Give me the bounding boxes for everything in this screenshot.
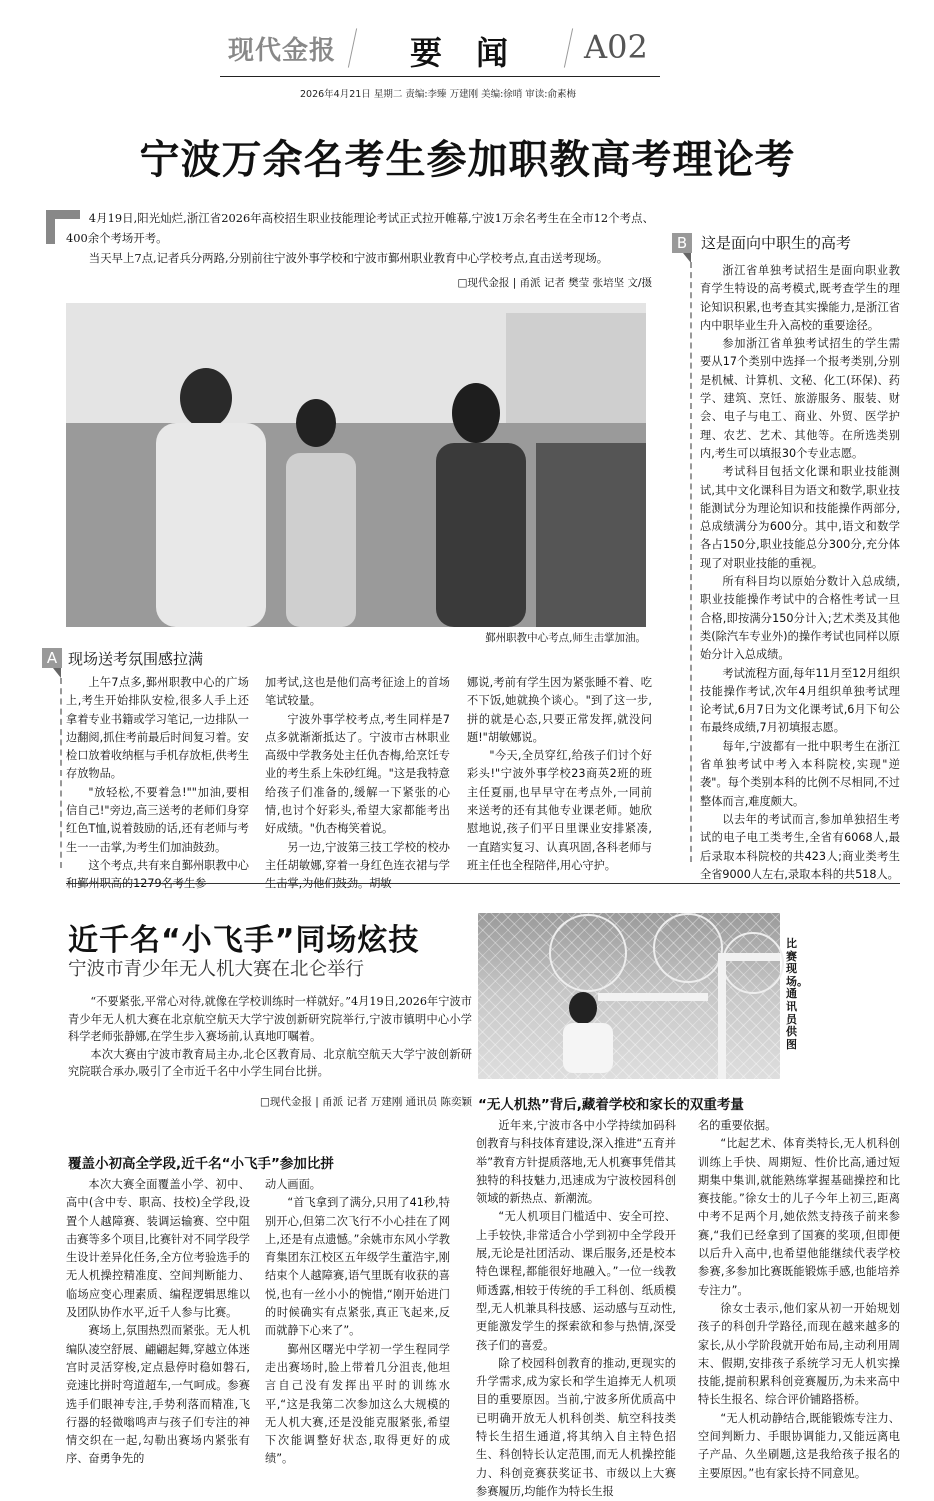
section-d-column-2 [698,1117,900,1483]
article2-lead [68,993,472,1081]
lead-paragraph: 本次大赛由宁波市教育局主办,北仑区教育局、北京航空航天大学宁波创新研究院联合承办,吸引了全市近千名中小学生同台比拼。 [68,1047,472,1079]
page-number: A02 [584,28,648,66]
paragraph: 每年,宁波都有一批中职考生在浙江省单独考试中考入本科院校,实现"逆袭"。每个类别本科的比例不尽相同,不过整体而言,难度颇大。 [700,739,900,808]
paragraph: 这个考点,共有来自鄞州职教中心 [88,858,249,872]
section-b-dashed-rule [690,262,692,862]
paragraph: 鄞州区曙光中学初一学生程同学走出赛场时,脸上带着几分沮丧,他坦言自己没有发挥出平时的训练水平,“这是我第二次参加这么大规模的无人机大赛,还是没能克服紧张,希望下次能调整好状态,取得更好的成绩”。 [265,1342,450,1466]
section-b-badge: B [672,233,692,253]
section-a-badge: A [42,648,62,668]
paragraph: “无人机项目门槛适中、安全可控、上手较快,非常适合小学到初中全学段开展,无论是社团活动、课后服务,还是校本特色课程,都能很好地融入。”一位一线教师透露,相较于传统的手工科创、纸质模型,无人机兼具科技感、运动感与互动性,更能激发学生的探索欲和参与热情,深受孩子们的喜爱。 [476,1210,676,1352]
section-name: 要闻 [410,34,543,72]
issue-meta: 2026年4月21日 星期二 责编:李臻 万建刚 美编:徐哨 审读:俞素梅 [300,89,577,100]
paragraph: 宁波外事学校考点,考生同样是7点多就渐渐抵达了。宁波市古林职业高级中学教务处主任仇杏梅,给烹饪专业的考生系上朱砂红绳。"这是我特意给孩子们准备的,缓解一下紧张的心情,也讨个好彩头,希望大家都能考出好成绩。"仇杏梅笑着说。 [265,712,450,836]
paragraph: 另一边,宁波第三技工学校的校办主任胡敏娜,穿着一身红色连衣裙与学 [265,840,450,872]
section-c-title: 覆盖小初高全学段,近千名“小飞手”参加比拼 [68,1156,334,1172]
masthead-rule [220,76,660,77]
paragraph-continued: 加考试,这也是他们高考征途上的首场笔试较量。 [265,676,450,708]
paragraph-continued: 名的重要依据。 [698,1119,777,1132]
paragraph: "今天,全员穿红,给孩子们讨个好彩头!"宁波外事学校23商英2班的班主任夏丽,也早早守在考点外,一同前来送考的还有其他专业课老师。她欣慰地说,孩子们平日里课业安排紧凑,一直踏实复习、认真巩固,各科老师与班主任也全程陪伴,用心守护。 [467,749,652,872]
paragraph: “比起艺术、体育类特长,无人机科创训练上手快、周期短、性价比高,通过短期集中集训,就能熟练掌握基础操控和比赛技能。”徐女士的儿子今年上初三,距离中考不足两个月,她依然支持孩子前来参赛,“我们已经拿到了国赛的奖项,但即便以后升入高中,也希望他能继续代表学校参赛,多参加比赛既能锻炼手感,也能培养专注力”。 [698,1137,900,1297]
article1-lead [66,208,654,268]
photo-placeholder-drone-pilot [478,913,780,1079]
paragraph: “首飞拿到了满分,只用了41秒,特别开心,但第二次飞行不小心挂在了网上,还是有点遗憾。”余姚市东风小学教育集团东江校区五年级学生董浩宇,刚结束个人越障赛,语气里既有收获的喜悦,也有一丝小小的惋惜,“刚开始进门的时候确实有点紧张,真正飞起来,反而就静下心来了”。 [265,1196,450,1338]
section-c-column-1 [66,1176,250,1469]
article1-headline: 宁波万余名考生参加职教高考理论考 [139,137,796,183]
article1-photo [66,303,646,627]
paragraph: 考试科目包括文化课和职业技能测试,其中文化课科目为语文和数学,职业技能测试分为理论知识和技能操作两部分,总成绩满分为600分。其中,语文和数学各占150分,职业技能总分300分,充分体现了对职业技能的重视。 [700,465,900,570]
article2-photo-caption: 比赛现场。通讯员供图 [786,937,808,1051]
article2-headline: 近千名“小飞手”同场炫技 [68,923,420,958]
paragraph: “无人机动静结合,既能锻炼专注力、空间判断力、手眼协调能力,又能远离电子产品、久坐刷题,这是我给孩子报名的主要原因。”也有家长持不同意见。 [698,1411,900,1480]
article2-photo [478,913,780,1079]
paragraph: 本次大赛全面覆盖小学、初中、高中(含中专、职高、技校)全学段,设置个人越障赛、装调运输赛、空中阻击赛等多个项目,比赛针对不同学段学生设计差异化任务,全方位考验选手的无人机操控精准度、空间判断能力、临场应变心理素质、编程逻辑思维以及团队协作水平,近千人参与比赛。 [66,1178,250,1320]
paragraph: 以去年的考试而言,参加单独招生考试的电子电工类考生,全省有6068人,最后录取本科院校的共423人;商业类考生全省9000人左右,录取本科的共518人。 [700,812,900,881]
article2-subheadline: 宁波市青少年无人机大赛在北仑举行 [68,959,365,980]
lead-paragraph: “不要紧张,平常心对待,就像在学校训练时一样就好。”4月19日,2026年宁波市青少年无人机大赛在北京航空航天大学宁波创新研究院举行,宁波市镇明中心小学科学老师张静娜,在学生步入赛场前,认真地叮嘱着。 [68,995,472,1044]
paragraph: 考试流程方面,每年11月至12月组织技能操作考试,次年4月组织单独考试理论考试,6月7日为文化课考试,6月下旬公布最终成绩,7月初填报志愿。 [700,666,900,735]
section-d-column-1 [476,1117,676,1501]
masthead-divider [348,28,357,67]
paragraph: 所有科目均以原始分数计入总成绩,职业技能操作考试中的合格性考试一旦合格,即按满分150分计入;艺术类及其他类(除汽车专业外)的操作考试也同样以原始分计入总成绩。 [700,575,900,662]
section-a-column-3 [467,674,652,875]
paragraph: 参加浙江省单独考试招生的学生需要从17个类别中选择一个报考类别,分别是机械、计算机、文秘、化工(环保)、药学、建筑、烹饪、旅游服务、服装、财会、电子与电工、商业、外贸、医学护理、农艺、艺术、其他等。在所选类别内,考生可以填报30个专业志愿。 [700,337,900,460]
article1-byline: □现代金报 | 甬派 记者 樊莹 张培坚 文/摄 [457,277,652,289]
section-a-title: 现场送考氛围感拉满 [68,650,204,668]
article-separator [66,883,900,884]
lead-paragraph: 4月19日,阳光灿烂,浙江省2026年高校招生职业技能理论考试正式拉开帷幕,宁波1万余名考生在全市12个考点、400余个考场开考。 [66,211,654,245]
paragraph: 浙江省单独考试招生是面向职业教育学生特设的高考模式,既考查学生的理论知识积累,也考查其实操能力,是浙江省内中职毕业生升入高校的重要途径。 [700,264,900,332]
paragraph-continued: 娜说,考前有学生因为紧张睡不着、吃不下饭,她就换个谈心。"到了这一步,拼的就是心态,只要正常发挥,就没问题!"胡敏娜说。 [467,676,652,744]
article1-photo-caption: 鄞州职教中心考点,师生击掌加油。 [485,632,646,644]
section-a-column-2 [265,674,450,894]
paper-name-logo: 现代金报 [228,36,337,66]
article2-byline: □现代金报 | 甬派 记者 万建刚 通讯员 陈奕颖 [260,1096,472,1108]
photo-placeholder-students-high-five [66,303,646,627]
section-a-column-1 [66,674,249,894]
paragraph: "放轻松,不要着急!""加油,要相信自己!"旁边,高三送考的老师们身穿红色T恤,说着鼓励的话,还有老师与考生一一击掌,为考生们加油鼓劲。 [66,785,249,854]
paragraph: 上午7点多,鄞州职教中心的广场上,考生开始排队安检,很多人手上还拿着专业书籍或学习笔记,一边排队一边翻阅,抓住考前最后时间复习着。安检口放着收纳框与手机存放柜,供考生存放物品。 [66,676,249,781]
paragraph-continued: 动人画面。 [265,1178,321,1191]
paragraph: 徐女士表示,他们家从初一开始规划孩子的科创升学路径,而现在越来越多的家长,从小学阶段就开始布局,主动利用周末、假期,安排孩子系统学习无人机实操技能,提前积累科创竞赛履历,为未来高中特长生报名、综合评价铺路搭桥。 [698,1301,900,1407]
section-c-column-2 [265,1176,450,1469]
paragraph: 除了校园科创教育的推动,更现实的升学需求,成为家长和学生追捧无人机项目的重要原因。当前,宁波多所优质高中已明确开放无人机科创类、航空科技类特长生招生通道,将其纳入自主特色招生、科创特长认定范围,而无人机操控能力、科创竞赛获奖证书、市级以上大赛参赛履历,均能作为特长生报 [476,1356,676,1498]
section-b-title: 这是面向中职生的高考 [701,234,852,252]
section-a-dashed-rule [60,678,62,868]
paragraph: 近年来,宁波市各中小学持续加码科创教育与科技体育建设,深入推进“五育并举”教育方针提质落地,无人机赛事凭借其独特的科技魅力,迅速成为宁波校园科创领域的新热点、新潮流。 [476,1119,676,1206]
section-b-column [700,262,900,884]
paragraph: 赛场上,氛围热烈而紧张。无人机编队凌空舒展、翩翩起舞,穿越立体迷宫时灵活穿梭,定点悬停时稳如磐石,竞速比拼时弯道超车,一气呵成。参赛选手们眼神专注,手势利落而精准,飞行器的轻微嗡鸣声与孩子们专注的神情交织在一起,勾勒出赛场内紧张有序、奋勇争先的 [66,1324,250,1466]
masthead-divider [564,28,573,67]
section-d-title: “无人机热”背后,藏着学校和家长的双重考量 [478,1097,744,1113]
badge-tail [53,668,61,678]
lead-paragraph: 当天早上7点,记者兵分两路,分别前往宁波外事学校和宁波市鄞州职业教育中心学校考点,直击送考现场。 [88,251,609,265]
